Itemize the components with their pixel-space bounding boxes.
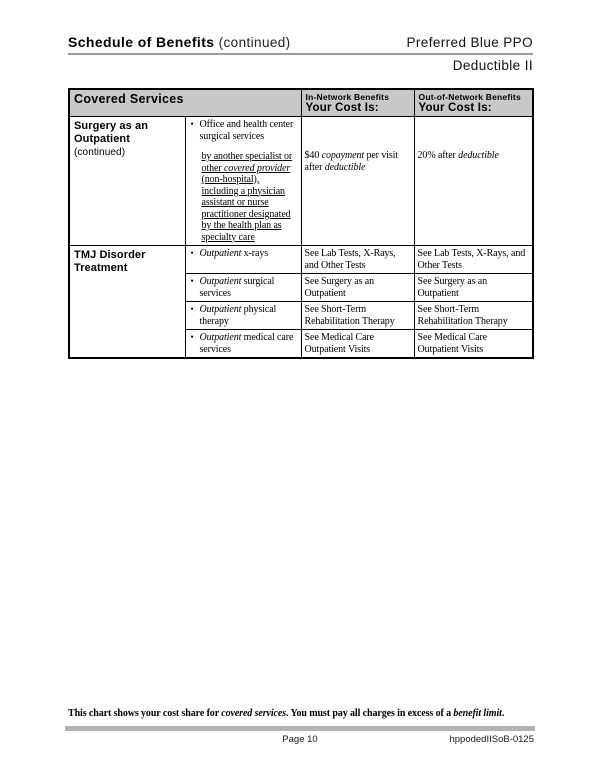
table-header-row [69,89,533,117]
list-item-text: Outpatient physical therapy [199,304,277,327]
list-item-text: Outpatient medical care services [199,332,294,355]
footer-divider [65,726,535,731]
in-network-cost-cell: $40 copayment per visit after deductible [301,117,414,246]
underlined-note: by another specialist or other covered provider (non-hospital), including a physician assistant or nurse practitioner designated by the health plan as specialty care [201,151,293,243]
bullet-icon: • [190,276,194,286]
benefits-table [68,88,534,359]
document-header [68,34,533,73]
table-row-surgery-outpatient [69,117,533,246]
column-header-in-network [301,89,414,117]
doc-code: hppodedIISoB-0125 [449,734,534,745]
service-name-suffix: (continued) [74,147,126,158]
bullet-icon: • [190,119,194,129]
service-items-cell [185,330,301,359]
footnote: This chart shows your cost share for covered services. You must pay all charges in excess of a benefit limit. [68,708,505,719]
page-title [68,34,291,50]
service-items-cell [185,246,301,274]
list-item [189,304,298,327]
service-name-cell: TMJ Disorder Treatment [69,246,185,359]
in-network-cost-cell: See Medical Care Outpatient Visits [301,330,414,359]
bullet-icon: • [190,332,194,342]
out-of-network-cost-label: Your Cost Is: [418,102,492,114]
header-divider [68,53,533,55]
page-title-suffix: (continued) [214,35,291,50]
page-title-main: Schedule of Benefits [68,34,215,50]
list-item [189,332,298,355]
in-network-cost-cell: See Lab Tests, X-Rays, and Other Tests [301,246,414,274]
out-of-network-cost-cell: See Surgery as an Outpatient [414,274,533,302]
in-network-cost-label: Your Cost Is: [305,102,379,114]
service-name-cell [69,117,185,246]
list-item-text: Outpatient x-rays [199,248,269,259]
out-of-network-benefits-label: Out-of-Network Benefits [418,92,521,102]
out-of-network-cost-cell: See Lab Tests, X-Rays, and Other Tests [414,246,533,274]
list-item [189,276,298,299]
out-of-network-cost-cell: See Medical Care Outpatient Visits [414,330,533,359]
bullet-icon: • [190,248,194,258]
in-network-cost-cell: See Short-Term Rehabilitation Therapy [301,302,414,330]
out-of-network-cost-cell: 20% after deductible [414,117,533,246]
list-item [189,119,298,142]
service-name: Surgery as an Outpatient [74,120,149,145]
service-items-cell [185,302,301,330]
page-number: Page 10 [282,734,318,745]
column-header-covered-services: Covered Services [69,89,301,117]
in-network-cost-cell: See Surgery as an Outpatient [301,274,414,302]
plan-name: Preferred Blue PPO [406,35,533,50]
service-items-cell [185,117,301,246]
in-network-benefits-label: In-Network Benefits [305,92,390,102]
out-of-network-cost-cell: See Short-Term Rehabilitation Therapy [414,302,533,330]
list-item [189,248,298,260]
list-item-text: Outpatient surgical services [199,276,275,299]
table-row-tmj-xrays [69,246,533,274]
bullet-icon: • [190,304,194,314]
service-items-cell [185,274,301,302]
page-footer [65,734,535,746]
list-item-text: Office and health center surgical services [199,119,294,142]
plan-variant: Deductible II [452,58,533,73]
column-header-out-of-network [414,89,533,117]
